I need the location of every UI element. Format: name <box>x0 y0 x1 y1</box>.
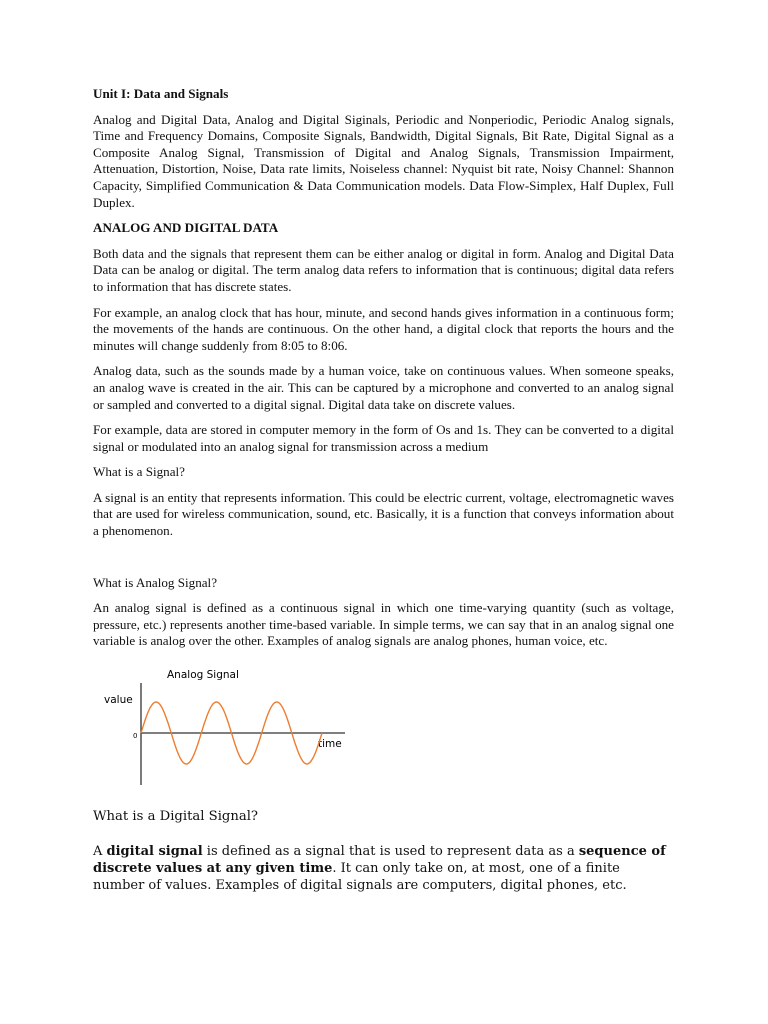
question-digital-signal: What is a Digital Signal? <box>93 809 258 825</box>
paragraph-analog-data: Analog data, such as the sounds made by a human voice, take on continuous values. When someone speaks, an analog wave is created in the air. This can be captured by a microphone and converted to an analog signal or sampled and converted to a digital signal. Digital data take on discrete values. <box>93 363 674 412</box>
digital-def-bold-2: sequence of discrete values at any given time <box>93 844 666 877</box>
paragraph-analog-digital-data: Both data and the signals that represent them can be either analog or digital in form. Analog and Digital Data Data can be analog or digital. The term analog data refers to information that is continuous; digital data refers to information that has discrete states. <box>93 245 674 294</box>
document-page <box>93 86 674 894</box>
digital-def-text-3: . It can only take on, at most, one of a finite number of values. Examples of digital signals are computers, digital phones, etc. <box>93 861 627 894</box>
y-axis-label: value <box>104 694 133 707</box>
digital-def-text-1: A <box>93 844 107 860</box>
question-analog-signal: What is Analog Signal? <box>93 574 218 590</box>
signal-definition: A signal is an entity that represents information. This could be electric current, voltage, electromagnetic waves that are used for wireless communication, sound, etc. Basically, it is a function that conveys information about a phenomenon. <box>93 489 674 539</box>
figure-title: Analog Signal <box>167 669 239 682</box>
paragraph-clock-example: For example, an analog clock that has hour, minute, and second hands gives information in a continuous form; the movements of the hands are continuous. On the other hand, a digital clock that reports the hours and the minutes will change suddenly from 8:05 to 8:06. <box>93 304 674 353</box>
x-axis-label: time <box>318 738 342 751</box>
analog-signal-chart <box>93 665 353 787</box>
section-heading: ANALOG AND DIGITAL DATA <box>93 220 279 236</box>
digital-def-bold-1: digital signal <box>106 844 203 860</box>
question-signal: What is a Signal? <box>93 464 185 480</box>
zero-label: 0 <box>133 732 138 741</box>
syllabus-paragraph: Analog and Digital Data, Analog and Digital Siginals, Periodic and Nonperiodic, Periodic Analog signals, Time and Frequency Domains, Composite Signals, Bandwidth, Digital Signals, Bit Rate, Digital Signal as a Composite Analog Signal, Transmission of Digital and Analog Signals, Transmission Impairment, Attenuation, Distortion, Noise, Data rate limits, Noiseless channel: Nyquist bit rate, Noisy Channel: Shannon Capacity, Simplified Communication & Data Communication models. Data Flow-Simplex, Half Duplex, Full Duplex. <box>93 111 674 210</box>
paragraph-memory-example: For example, data are stored in computer memory in the form of Os and 1s. They can be converted to a digital signal or modulated into an analog signal for transmission across a medium <box>93 422 674 454</box>
digital-signal-definition <box>93 843 674 894</box>
unit-title: Unit I: Data and Signals <box>93 86 229 101</box>
analog-signal-figure <box>93 665 353 787</box>
digital-def-text-2: is defined as a signal that is used to represent data as a <box>202 844 579 860</box>
analog-signal-definition: An analog signal is defined as a continuous signal in which one time-varying quantity (such as voltage, pressure, etc.) represents another time-based variable. In simple terms, we can say that in an analog signal one variable is analog over the other. Examples of analog signals are analog phones, human voice, etc. <box>93 600 674 649</box>
